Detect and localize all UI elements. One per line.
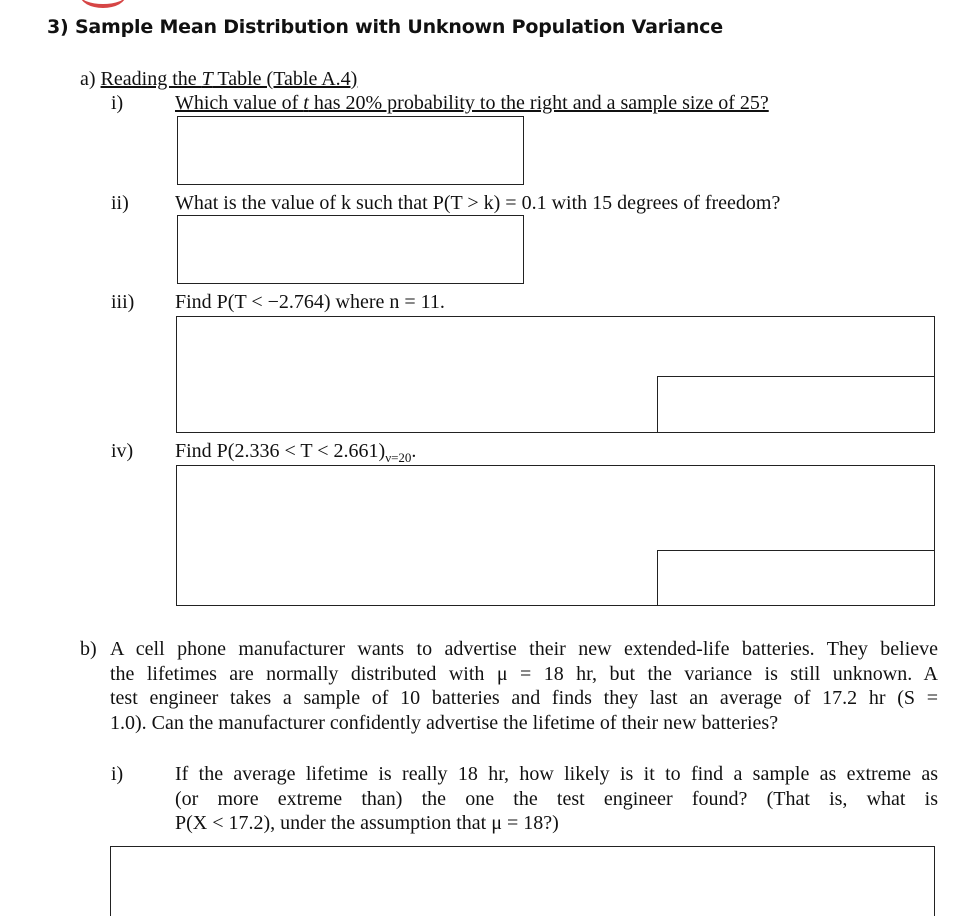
part-b-label: b) bbox=[80, 638, 97, 660]
part-a-heading bbox=[80, 67, 357, 91]
question-a-i-text: Which value of t has 20% probability to the right and a sample size of 25? bbox=[175, 92, 769, 114]
question-a-iv-number: iv) bbox=[111, 440, 134, 462]
red-pen-mark bbox=[80, 0, 126, 8]
answer-box-a-ii[interactable] bbox=[177, 215, 524, 284]
question-b-i-text: If the average lifetime is really 18 hr, how likely is it to find a sample as extreme as (or more extreme than) the one the test engineer found? (That is, what is P(X < 17.2), under the assumption that μ = 18?) bbox=[175, 763, 938, 834]
final-answer-box-a-iv[interactable] bbox=[657, 550, 935, 606]
question-a-i-number: i) bbox=[111, 92, 124, 114]
part-a-label: a) bbox=[80, 68, 96, 90]
question-a-iv-text: Find $P(2.336 < T < 2.661)_{\nu=20}$. bbox=[175, 440, 417, 465]
answer-box-b-i[interactable] bbox=[110, 846, 935, 916]
question-b-i-number: i) bbox=[111, 763, 124, 785]
part-b-paragraph: A cell phone manufacturer wants to advertise their new extended-life batteries. They believe the lifetimes are normally distributed with μ = 18 hr, but the variance is still unknown. A test engineer takes a sample of 10 batteries and finds they last an average of 17.2 hr (S = 1.0). Can the manufacturer confidently advertise the lifetime of their new batteries? bbox=[110, 638, 938, 734]
part-a-title: Reading the T Table (Table A.4) bbox=[100, 68, 358, 90]
question-a-iii-number: iii) bbox=[111, 291, 135, 313]
question-a-ii-number: ii) bbox=[111, 192, 129, 214]
section-number: 3) bbox=[47, 16, 69, 38]
section-title: Sample Mean Distribution with Unknown Population Variance bbox=[74, 16, 723, 38]
answer-box-a-i[interactable] bbox=[177, 116, 524, 185]
question-a-ii-text: What is the value of k such that P(T > k) = 0.1 with 15 degrees of freedom? bbox=[175, 192, 781, 214]
question-a-iii-text: Find P(T < −2.764) where n = 11. bbox=[175, 291, 445, 313]
final-answer-box-a-iii[interactable] bbox=[657, 376, 935, 433]
section-heading bbox=[47, 16, 723, 38]
